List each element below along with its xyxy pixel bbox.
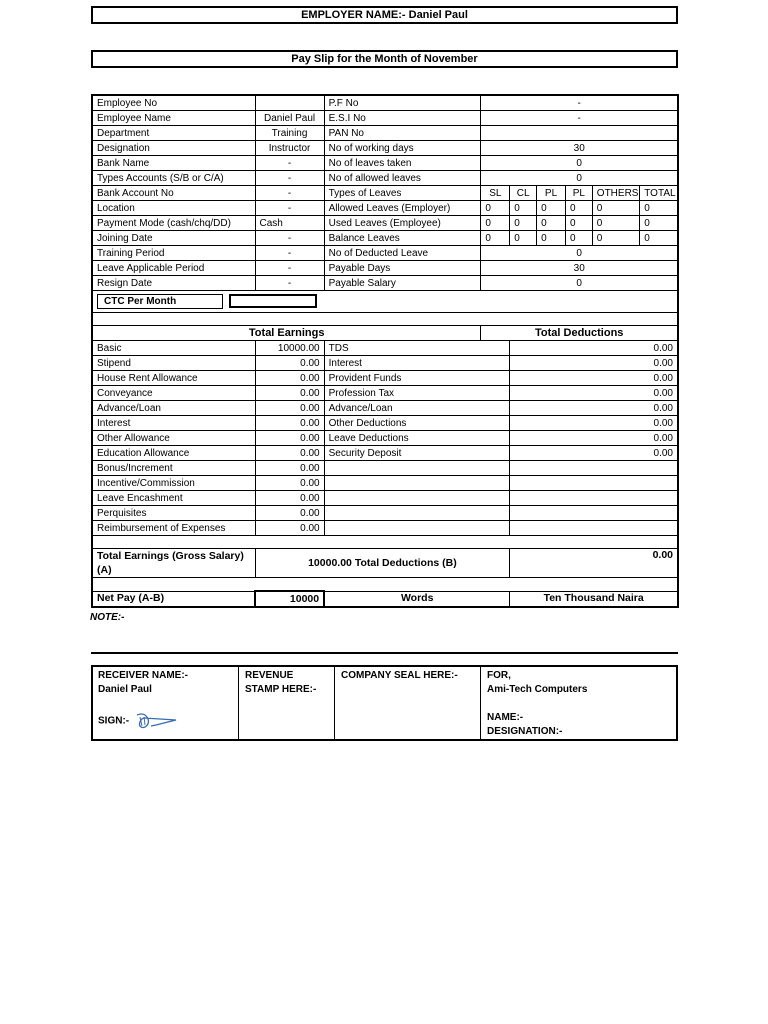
info-value: - xyxy=(255,156,324,171)
earning-deduction-row xyxy=(92,491,678,506)
info-value: 0 xyxy=(481,246,678,261)
info-value: 0 xyxy=(481,276,678,291)
leave-row xyxy=(92,231,678,246)
info-label: Department xyxy=(92,126,255,141)
employee-info-section xyxy=(92,95,678,291)
info-value: Training xyxy=(255,126,324,141)
signature-section xyxy=(91,665,678,741)
deduction-value: 0.00 xyxy=(510,416,678,431)
earning-value: 0.00 xyxy=(255,356,324,371)
leave-value: 0 xyxy=(565,231,592,246)
info-row xyxy=(92,276,678,291)
info-label: No of allowed leaves xyxy=(324,171,481,186)
earning-label: Leave Encashment xyxy=(92,491,255,506)
info-label: P.F No xyxy=(324,95,481,111)
deduction-value: 0.00 xyxy=(510,446,678,461)
leave-value: 0 xyxy=(510,216,537,231)
info-value: - xyxy=(481,111,678,126)
leave-column-header: TOTAL xyxy=(640,186,678,201)
info-value: 30 xyxy=(481,261,678,276)
deduction-value: 0.00 xyxy=(510,341,678,356)
leave-row xyxy=(92,216,678,231)
earning-deduction-row xyxy=(92,446,678,461)
receiver-label: RECEIVER NAME:- xyxy=(98,670,189,681)
total-earnings-cell xyxy=(255,549,510,578)
earning-deduction-row xyxy=(92,506,678,521)
leave-value: 0 xyxy=(592,216,639,231)
info-label: Employee No xyxy=(92,95,255,111)
earning-label: Conveyance xyxy=(92,386,255,401)
receiver-cell xyxy=(93,667,239,739)
leave-types-row xyxy=(92,186,678,201)
info-value: 30 xyxy=(481,141,678,156)
earning-deduction-row xyxy=(92,461,678,476)
earning-value: 0.00 xyxy=(255,371,324,386)
earning-deduction-row xyxy=(92,431,678,446)
earning-value: 0.00 xyxy=(255,461,324,476)
earning-deduction-row xyxy=(92,341,678,356)
info-value: - xyxy=(255,171,324,186)
info-row xyxy=(92,156,678,171)
total-deductions-header: Total Deductions xyxy=(481,326,678,341)
leave-value: 0 xyxy=(537,216,566,231)
info-value: - xyxy=(255,261,324,276)
deduction-value xyxy=(510,491,678,506)
info-row xyxy=(92,111,678,126)
info-label: Designation xyxy=(92,141,255,156)
receiver-name: Daniel Paul xyxy=(98,684,152,695)
company-cell xyxy=(481,667,676,739)
info-value: - xyxy=(255,276,324,291)
deduction-label: Profession Tax xyxy=(324,386,510,401)
revenue-line1: REVENUE xyxy=(245,670,294,681)
leave-column-header: OTHERS xyxy=(592,186,639,201)
info-value: - xyxy=(255,246,324,261)
deduction-value: 0.00 xyxy=(510,386,678,401)
info-label: PAN No xyxy=(324,126,481,141)
earning-label: Advance/Loan xyxy=(92,401,255,416)
info-value xyxy=(255,95,324,111)
leave-value: 0 xyxy=(640,201,678,216)
info-label: Bank Account No xyxy=(92,186,255,201)
company-seal-cell xyxy=(335,667,481,739)
earning-value: 0.00 xyxy=(255,491,324,506)
note-label: NOTE:- xyxy=(90,612,125,623)
info-value: Daniel Paul xyxy=(255,111,324,126)
info-value: Instructor xyxy=(255,141,324,156)
earning-value: 0.00 xyxy=(255,416,324,431)
deduction-value xyxy=(510,506,678,521)
net-pay-value: 10000 xyxy=(255,591,324,607)
leave-value: 0 xyxy=(640,231,678,246)
revenue-line2: STAMP HERE:- xyxy=(245,684,317,695)
earning-label: Perquisites xyxy=(92,506,255,521)
deduction-value: 0.00 xyxy=(510,401,678,416)
deduction-label xyxy=(324,491,510,506)
info-row xyxy=(92,261,678,276)
total-deductions-label: Total Deductions (B) xyxy=(354,556,457,569)
info-value: - xyxy=(255,186,324,201)
earning-deduction-row xyxy=(92,371,678,386)
info-value: - xyxy=(255,231,324,246)
leave-row-label: Allowed Leaves (Employer) xyxy=(324,201,481,216)
info-label: Training Period xyxy=(92,246,255,261)
total-earnings-header: Total Earnings xyxy=(92,326,481,341)
info-label: No of working days xyxy=(324,141,481,156)
leave-value: 0 xyxy=(510,201,537,216)
total-earnings-label: Total Earnings (Gross Salary) (A) xyxy=(92,549,255,578)
earning-value: 0.00 xyxy=(255,446,324,461)
ctc-label: CTC Per Month xyxy=(97,294,223,309)
leave-row-label: Balance Leaves xyxy=(324,231,481,246)
earning-value: 0.00 xyxy=(255,401,324,416)
employer-name-header: EMPLOYER NAME:- Daniel Paul xyxy=(91,6,678,24)
leave-value: 0 xyxy=(640,216,678,231)
info-label: E.S.I No xyxy=(324,111,481,126)
earning-label: Stipend xyxy=(92,356,255,371)
earning-label: Other Allowance xyxy=(92,431,255,446)
designation-label: DESIGNATION:- xyxy=(487,726,563,737)
leave-value: 0 xyxy=(481,231,510,246)
info-value: 0 xyxy=(481,171,678,186)
deduction-value xyxy=(510,521,678,536)
deduction-value: 0.00 xyxy=(510,431,678,446)
leave-value: 0 xyxy=(592,201,639,216)
leave-column-header: PL xyxy=(537,186,566,201)
earning-label: Education Allowance xyxy=(92,446,255,461)
deduction-label xyxy=(324,521,510,536)
info-value: 0 xyxy=(481,156,678,171)
deduction-label: Other Deductions xyxy=(324,416,510,431)
leave-column-header: SL xyxy=(481,186,510,201)
leave-types-label: Types of Leaves xyxy=(324,186,481,201)
leave-row xyxy=(92,201,678,216)
info-label: No of leaves taken xyxy=(324,156,481,171)
company-name: Ami-Tech Computers xyxy=(487,684,588,695)
leave-value: 0 xyxy=(592,231,639,246)
earning-value: 10000.00 xyxy=(255,341,324,356)
earning-deduction-row xyxy=(92,476,678,491)
ctc-value xyxy=(229,294,317,308)
deduction-value: 0.00 xyxy=(510,356,678,371)
earning-label: House Rent Allowance xyxy=(92,371,255,386)
sign-label: SIGN:- xyxy=(98,715,130,727)
info-label: Leave Applicable Period xyxy=(92,261,255,276)
deduction-label xyxy=(324,476,510,491)
deduction-label: Interest xyxy=(324,356,510,371)
leave-column-header: CL xyxy=(510,186,537,201)
info-value: - xyxy=(481,95,678,111)
info-value: Cash xyxy=(255,216,324,231)
earning-value: 0.00 xyxy=(255,506,324,521)
info-label: Joining Date xyxy=(92,231,255,246)
earning-value: 0.00 xyxy=(255,476,324,491)
for-label: FOR, xyxy=(487,670,511,681)
earning-deduction-row xyxy=(92,401,678,416)
earning-value: 0.00 xyxy=(255,521,324,536)
info-value: - xyxy=(255,201,324,216)
info-label: Employee Name xyxy=(92,111,255,126)
signature-mark xyxy=(134,711,178,731)
deduction-value xyxy=(510,461,678,476)
deduction-label: Advance/Loan xyxy=(324,401,510,416)
earning-label: Bonus/Increment xyxy=(92,461,255,476)
company-seal-label: COMPANY SEAL HERE:- xyxy=(341,670,458,681)
deduction-label: Provident Funds xyxy=(324,371,510,386)
net-pay-label: Net Pay (A-B) xyxy=(92,591,255,607)
total-deductions-value: 0.00 xyxy=(510,549,678,578)
leave-row-label: Used Leaves (Employee) xyxy=(324,216,481,231)
leave-value: 0 xyxy=(537,201,566,216)
total-earnings-value: 10000.00 xyxy=(308,556,352,569)
leave-column-header: PL xyxy=(565,186,592,201)
info-row xyxy=(92,126,678,141)
earnings-deductions-section xyxy=(92,341,678,536)
info-label: Bank Name xyxy=(92,156,255,171)
leave-value: 0 xyxy=(481,201,510,216)
payslip-title: Pay Slip for the Month of November xyxy=(91,50,678,68)
earning-deduction-row xyxy=(92,386,678,401)
earning-label: Basic xyxy=(92,341,255,356)
info-row xyxy=(92,95,678,111)
info-value xyxy=(481,126,678,141)
divider-line xyxy=(91,652,678,654)
leave-value: 0 xyxy=(481,216,510,231)
deduction-value: 0.00 xyxy=(510,371,678,386)
earning-value: 0.00 xyxy=(255,386,324,401)
info-label: Types Accounts (S/B or C/A) xyxy=(92,171,255,186)
earning-deduction-row xyxy=(92,416,678,431)
info-label: Location xyxy=(92,201,255,216)
earning-deduction-row xyxy=(92,521,678,536)
deduction-label xyxy=(324,506,510,521)
deduction-label: Leave Deductions xyxy=(324,431,510,446)
deduction-label: Security Deposit xyxy=(324,446,510,461)
words-value: Ten Thousand Naira xyxy=(510,591,678,607)
info-label: Resign Date xyxy=(92,276,255,291)
leave-value: 0 xyxy=(510,231,537,246)
deduction-value xyxy=(510,476,678,491)
leave-value: 0 xyxy=(565,216,592,231)
info-row xyxy=(92,171,678,186)
payslip-table xyxy=(91,94,679,608)
leave-value: 0 xyxy=(537,231,566,246)
earning-deduction-row xyxy=(92,356,678,371)
name-label: NAME:- xyxy=(487,712,524,723)
info-row xyxy=(92,141,678,156)
info-label: Payable Salary xyxy=(324,276,481,291)
earning-label: Interest xyxy=(92,416,255,431)
earning-label: Incentive/Commission xyxy=(92,476,255,491)
words-label: Words xyxy=(324,591,510,607)
deduction-label xyxy=(324,461,510,476)
info-label: Payable Days xyxy=(324,261,481,276)
info-label: No of Deducted Leave xyxy=(324,246,481,261)
info-row xyxy=(92,246,678,261)
revenue-stamp-cell xyxy=(239,667,335,739)
leave-value: 0 xyxy=(565,201,592,216)
info-label: Payment Mode (cash/chq/DD) xyxy=(92,216,255,231)
earning-label: Reimbursement of Expenses xyxy=(92,521,255,536)
earning-value: 0.00 xyxy=(255,431,324,446)
deduction-label: TDS xyxy=(324,341,510,356)
